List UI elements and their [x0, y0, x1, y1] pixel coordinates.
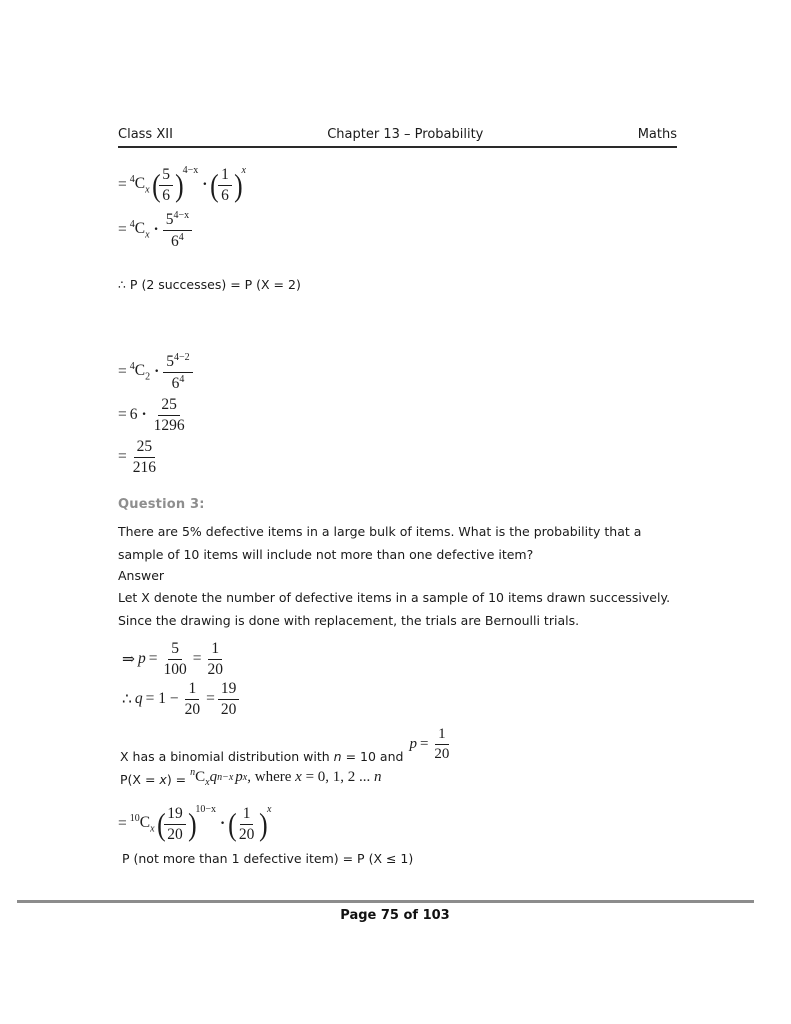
ncr-term — [130, 813, 155, 834]
denominator: 20 — [220, 700, 237, 718]
ncr-c: C — [195, 769, 206, 785]
denominator: 6 — [221, 186, 229, 204]
variable-p: p — [409, 736, 417, 753]
ncr-term — [190, 767, 209, 788]
denominator: 20 — [167, 825, 183, 843]
equals-sign: = — [118, 363, 127, 380]
fraction — [431, 726, 452, 764]
ncr-upper: 4 — [129, 219, 135, 231]
implies-arrow: ⇒ — [122, 650, 135, 668]
numerator: 25 — [158, 396, 180, 416]
page-number: Page 75 of 103 — [340, 908, 450, 923]
equals-sign: = — [118, 176, 127, 193]
footer-divider — [17, 900, 754, 903]
denominator: 20 — [184, 700, 201, 718]
formula-p-value — [122, 638, 229, 680]
ncr-lower: x — [205, 777, 210, 788]
question-heading: Question 3: — [118, 497, 205, 512]
fraction — [182, 680, 204, 719]
base: 6 — [171, 374, 180, 392]
exponent: x — [266, 803, 272, 815]
multiply-dot: · — [141, 406, 147, 423]
equals-sign: = — [118, 221, 127, 238]
numerator: 19 — [218, 680, 240, 700]
fraction — [163, 352, 192, 393]
statement-text: = 10 and — [341, 749, 404, 765]
variable-p: p — [138, 650, 146, 667]
exponent: 4−x — [173, 209, 190, 221]
variable-x: x — [295, 769, 302, 785]
exponent: 4−2 — [174, 351, 190, 363]
where-text: , where — [247, 769, 296, 785]
equals-sign: = — [148, 650, 158, 667]
pmf-definition — [120, 767, 382, 791]
fraction — [163, 210, 192, 251]
ncr-c: C — [134, 362, 146, 380]
statement-text: P(X = — [120, 772, 160, 787]
ncr-upper: 4 — [129, 174, 135, 186]
close-paren: ) — [233, 167, 243, 203]
formula-pmf-substituted — [118, 800, 274, 848]
equals-sign: = — [118, 406, 127, 423]
ncr-upper: n — [190, 767, 196, 778]
fraction — [151, 396, 188, 435]
open-paren: ( — [210, 167, 220, 203]
ncr-c: C — [134, 220, 146, 238]
question-text-line2: sample of 10 items will include not more than one defective item? — [118, 547, 534, 562]
header-class: Class XII — [118, 127, 173, 142]
numerator — [163, 210, 192, 231]
formula-pmf-expanded-line2 — [118, 208, 195, 252]
variable-n: n — [374, 769, 382, 785]
open-paren: ( — [156, 806, 166, 842]
denominator: 1296 — [153, 416, 185, 434]
equals-sign: = — [118, 448, 127, 465]
numerator: 1 — [240, 805, 254, 825]
page-header — [118, 127, 677, 148]
close-paren: ) — [187, 806, 197, 842]
formula-substituted — [118, 350, 196, 394]
ncr-upper: 4 — [129, 361, 135, 373]
multiply-dot: · — [220, 815, 226, 832]
header-subject: Maths — [637, 127, 677, 142]
fraction — [218, 680, 240, 719]
close-paren: ) — [175, 167, 184, 203]
open-paren: ( — [151, 167, 161, 203]
denominator: 20 — [207, 660, 223, 678]
base: 6 — [171, 232, 179, 250]
exponent: 10−x — [195, 803, 216, 815]
numerator: 1 — [218, 166, 232, 186]
fraction — [218, 166, 232, 205]
formula-result — [118, 436, 162, 478]
base: 5 — [166, 352, 175, 370]
denominator — [169, 373, 188, 393]
ncr-term — [130, 174, 150, 195]
coefficient: 6 — [129, 406, 138, 423]
numerator: 5 — [159, 166, 173, 186]
fraction — [236, 805, 258, 844]
ncr-lower: x — [145, 229, 150, 241]
equals-sign: = — [206, 690, 215, 707]
formula-q-value — [122, 678, 242, 720]
exponent: 4 — [178, 231, 184, 243]
denominator — [168, 231, 187, 251]
denominator: 20 — [238, 825, 255, 843]
ncr-upper: 10 — [129, 813, 140, 825]
multiply-dot: · — [153, 221, 159, 238]
ncr-c: C — [139, 814, 151, 832]
header-chapter-title: Chapter 13 – Probability — [327, 127, 484, 142]
pmf-formula — [190, 767, 381, 788]
fraction — [164, 805, 186, 844]
formula-pmf-expanded-line1 — [118, 161, 249, 209]
equals-sign: = — [192, 650, 202, 667]
p-equals-fraction — [409, 726, 452, 764]
exponent: 4−x — [182, 164, 199, 176]
fraction — [161, 640, 190, 679]
formula-simplified-1 — [118, 394, 191, 436]
numerator: 19 — [164, 805, 186, 825]
ncr-lower: 2 — [145, 371, 151, 383]
statement-text: ) = — [166, 772, 191, 787]
numerator: 1 — [435, 726, 449, 745]
multiply-dot: · — [202, 176, 208, 193]
open-paren: ( — [228, 806, 237, 842]
value-sequence: = 0, 1, 2 ... — [301, 769, 375, 785]
question-text-line1: There are 5% defective items in a large bulk of items. What is the probability that a — [118, 524, 642, 539]
denominator: 6 — [162, 186, 170, 204]
numerator: 5 — [168, 640, 182, 660]
numerator: 25 — [134, 438, 156, 458]
fraction — [205, 640, 227, 679]
fraction — [130, 438, 159, 477]
ncr-c: C — [134, 175, 146, 193]
equals-sign: = — [118, 815, 127, 832]
answer-body-line1: Let X denote the number of defective items in a sample of 10 items drawn successively. — [118, 590, 671, 605]
variable-p: p — [235, 769, 243, 785]
ncr-term — [130, 219, 150, 240]
variable-q: q — [134, 690, 143, 707]
variable-x: x — [159, 772, 167, 787]
equals-sign: = — [419, 736, 429, 753]
final-statement: P (not more than 1 defective item) = P (X ≤ 1) — [122, 851, 414, 866]
numerator: 1 — [208, 640, 222, 660]
ncr-term — [130, 361, 150, 382]
denominator: 20 — [434, 746, 450, 763]
variable-q: q — [209, 769, 218, 785]
answer-body-line2: Since the drawing is done with replacement, the trials are Bernoulli trials. — [118, 613, 580, 628]
equals-one-minus: = 1 − — [145, 690, 179, 707]
exponent: x — [242, 772, 248, 783]
exponent: x — [241, 164, 246, 176]
multiply-dot: · — [154, 363, 160, 380]
variable-n: n — [333, 749, 342, 765]
fraction — [159, 166, 173, 205]
denominator: 216 — [132, 458, 156, 476]
close-paren: ) — [259, 806, 268, 842]
base: 5 — [165, 210, 174, 228]
ncr-lower: x — [145, 184, 150, 196]
successes-statement: ∴ P (2 successes) = P (X = 2) — [118, 277, 301, 292]
exponent: n−x — [217, 772, 234, 783]
statement-text: X has a binomial distribution with — [120, 749, 334, 765]
ncr-lower: x — [150, 823, 155, 835]
denominator: 100 — [163, 660, 187, 678]
therefore-sign: ∴ — [122, 690, 132, 708]
numerator: 1 — [185, 680, 199, 700]
numerator — [163, 352, 192, 373]
answer-label: Answer — [118, 568, 165, 583]
exponent: 4 — [179, 373, 185, 385]
